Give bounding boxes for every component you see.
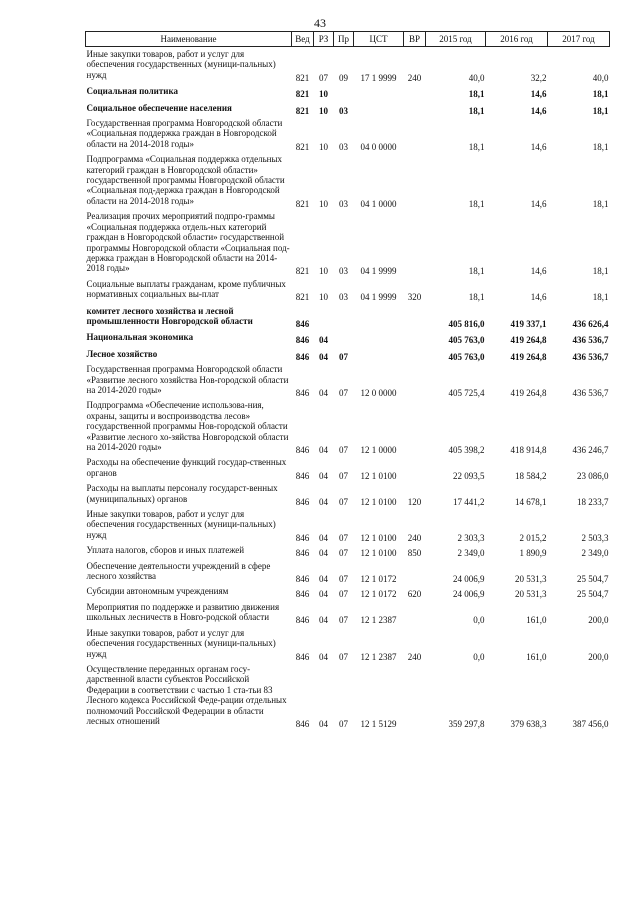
cell-vr xyxy=(404,303,426,330)
cell-rz: 04 xyxy=(319,445,328,455)
cell-vr xyxy=(404,362,426,398)
table-row xyxy=(86,277,610,303)
cell-ved: 821 xyxy=(295,141,310,152)
cell-rz: 04 xyxy=(319,548,328,559)
cell-2017: 200,0 xyxy=(588,615,609,626)
cell-2016: 14,6 xyxy=(530,105,547,116)
cell-2015: 405 816,0 xyxy=(448,318,485,329)
cell-ved: 846 xyxy=(295,574,310,585)
cell-2015: 359 297,8 xyxy=(448,718,485,729)
cell-name: Иные закупки товаров, работ и услуг для обеспечения государственных (муници-пальных) нужд xyxy=(86,509,276,540)
table-row xyxy=(86,507,610,543)
cell-name: Лесное хозяйство xyxy=(86,348,158,359)
cell-pr: 07 xyxy=(339,589,348,600)
cell-cst: 17 1 9999 xyxy=(360,72,397,83)
cell-cst: 04 1 9999 xyxy=(360,292,397,303)
cell-2016: 419 264,8 xyxy=(510,335,547,346)
cell-name: Иные закупки товаров, работ и услуг для обеспечения государственных (муници-пальных) нужд xyxy=(86,627,276,659)
cell-2015: 40,0 xyxy=(468,72,485,83)
cell-vr xyxy=(404,329,426,345)
table-row xyxy=(86,584,610,599)
cell-2017: 2 349,0 xyxy=(581,548,609,559)
cell-ved: 846 xyxy=(295,651,310,662)
cell-name: Обеспечение деятельности учреждений в сфере лесного хозяйства xyxy=(86,560,271,582)
table-header-row xyxy=(86,32,610,47)
cell-2017: 387 456,0 xyxy=(572,718,609,729)
page-number: 43 xyxy=(314,16,326,30)
cell-ved: 821 xyxy=(295,72,310,83)
table-row xyxy=(86,47,610,84)
cell-2017: 436 536,7 xyxy=(572,387,609,398)
cell-name: Социальные выплаты гражданам, кроме публичных нормативных социальных вы-плат xyxy=(86,278,286,300)
cell-name: Государственная программа Новгородской области «Развитие лесного хозяйства Нов-городской области на 2014-2020 годы» xyxy=(86,364,289,395)
cell-pr: 03 xyxy=(339,198,348,209)
cell-name: Подпрограмма «Обеспечение использова-ния, охраны, защиты и воспроизводства лесов» государственной программы Нов-городской области «Развитие лесного хо-зяйства Новгородской области на 2014-2020 годы» xyxy=(86,400,289,452)
table-row xyxy=(86,100,610,116)
table-row xyxy=(86,303,610,330)
cell-vr: 620 xyxy=(407,589,422,600)
cell-2015: 405 763,0 xyxy=(448,351,485,362)
header-2015: 2015 год xyxy=(426,32,486,47)
cell-pr: 07 xyxy=(339,470,348,481)
cell-2015: 405 725,4 xyxy=(448,387,485,398)
cell-pr: 07 xyxy=(339,718,348,729)
cell-name: Национальная экономика xyxy=(86,332,194,343)
cell-cst: 04 1 0000 xyxy=(360,198,397,209)
table-row xyxy=(86,455,610,481)
cell-ved: 846 xyxy=(295,351,310,362)
table-row xyxy=(86,559,610,585)
cell-2015: 18,1 xyxy=(468,198,485,209)
cell-ved: 846 xyxy=(295,335,310,346)
cell-2017: 18 233,7 xyxy=(577,496,609,507)
cell-ved: 846 xyxy=(295,718,310,729)
cell-rz: 04 xyxy=(319,589,328,600)
table-row xyxy=(86,329,610,345)
table-row xyxy=(86,600,610,626)
cell-rz: 10 xyxy=(319,198,328,209)
cell-2016: 379 638,3 xyxy=(510,718,547,729)
cell-2016: 20 531,3 xyxy=(515,574,547,585)
cell-pr: 07 xyxy=(339,574,348,585)
cell-name: комитет лесного хозяйства и лесной промышленности Новгородской области xyxy=(86,305,253,326)
cell-2016: 2 015,2 xyxy=(519,532,547,543)
table-body xyxy=(86,47,610,730)
cell-rz: 10 xyxy=(319,105,328,116)
cell-2016: 14,6 xyxy=(530,141,547,152)
table-row xyxy=(86,362,610,398)
cell-2017: 436 626,4 xyxy=(572,318,609,329)
table-row xyxy=(86,481,610,507)
cell-2017: 25 504,7 xyxy=(577,574,609,585)
cell-2015: 0,0 xyxy=(473,651,485,662)
cell-2016: 14,6 xyxy=(530,198,547,209)
cell-ved: 821 xyxy=(295,198,310,209)
cell-cst: 04 1 9999 xyxy=(360,266,397,277)
cell-2017: 18,1 xyxy=(592,105,609,116)
cell-ved: 821 xyxy=(295,105,310,116)
cell-name: Расходы на обеспечение функций государ-ственных органов xyxy=(86,457,287,478)
header-2016: 2016 год xyxy=(486,32,548,47)
cell-cst: 12 1 0100 xyxy=(360,496,397,507)
cell-pr: 07 xyxy=(339,496,348,507)
table-row xyxy=(86,116,610,152)
cell-ved: 846 xyxy=(295,387,310,398)
cell-pr: 03 xyxy=(339,141,348,152)
cell-cst: 12 1 0100 xyxy=(360,470,397,481)
table-row xyxy=(86,152,610,209)
cell-cst xyxy=(354,83,404,99)
cell-name: Социальное обеспечение населения xyxy=(86,102,232,113)
cell-2015: 24 006,9 xyxy=(453,574,485,585)
header-vr: ВР xyxy=(404,32,426,47)
cell-2016: 419 337,1 xyxy=(510,318,547,329)
cell-rz: 10 xyxy=(319,89,328,100)
cell-rz: 10 xyxy=(319,266,328,277)
cell-2017: 436 536,7 xyxy=(572,335,609,346)
header-name: Наименование xyxy=(86,32,292,47)
cell-ved: 846 xyxy=(295,318,310,329)
table-row xyxy=(86,346,610,362)
header-pr: Пр xyxy=(334,32,354,47)
cell-2017: 200,0 xyxy=(588,651,609,662)
cell-cst: 12 1 0172 xyxy=(360,589,397,600)
cell-ved: 821 xyxy=(295,292,310,303)
cell-2017: 2 503,3 xyxy=(581,532,609,543)
cell-pr: 03 xyxy=(339,105,348,116)
cell-2015: 22 093,5 xyxy=(453,470,485,481)
cell-cst xyxy=(354,346,404,362)
cell-ved: 846 xyxy=(295,548,310,559)
cell-cst: 12 1 2387 xyxy=(360,651,397,662)
cell-2016: 14 678,1 xyxy=(515,496,547,507)
table-row xyxy=(86,83,610,99)
cell-2017: 25 504,7 xyxy=(577,589,609,600)
cell-2015: 17 441,2 xyxy=(453,496,485,507)
cell-rz: 07 xyxy=(319,72,328,83)
cell-rz: 04 xyxy=(319,496,328,507)
cell-vr xyxy=(404,559,426,585)
cell-2017: 18,1 xyxy=(592,141,609,152)
cell-2015: 18,1 xyxy=(468,266,485,277)
cell-pr: 07 xyxy=(339,548,348,559)
cell-pr: 03 xyxy=(339,266,348,277)
table-row xyxy=(86,543,610,558)
cell-2017: 436 536,7 xyxy=(572,351,609,362)
cell-name: Субсидии автономным учреждениям xyxy=(86,586,229,597)
cell-vr xyxy=(404,83,426,99)
cell-pr: 07 xyxy=(339,351,348,362)
cell-vr xyxy=(404,600,426,626)
cell-pr xyxy=(334,83,354,99)
cell-2016: 20 531,3 xyxy=(515,589,547,600)
cell-2016: 161,0 xyxy=(526,651,547,662)
cell-vr: 240 xyxy=(407,72,422,83)
cell-2017: 18,1 xyxy=(592,266,609,277)
cell-rz: 04 xyxy=(319,574,328,585)
cell-pr: 07 xyxy=(339,615,348,626)
cell-2016: 1 890,9 xyxy=(519,548,547,559)
cell-pr: 03 xyxy=(339,292,348,303)
cell-2017: 18,1 xyxy=(592,292,609,303)
cell-pr: 07 xyxy=(339,651,348,662)
cell-vr xyxy=(404,398,426,455)
cell-cst: 12 1 2387 xyxy=(360,615,397,626)
header-cst: ЦСТ xyxy=(354,32,404,47)
cell-2015: 2 303,3 xyxy=(457,532,485,543)
cell-2016: 418 914,8 xyxy=(510,445,547,455)
cell-name: Расходы на выплаты персоналу государст-венных (муниципальных) органов xyxy=(86,483,278,504)
cell-name: Осуществление переданных органам госу-дарственной власти субъектов Российской Федерации в соответствии с частью 1 ста-тьи 83 Лесного кодекса Российской Феде-рации отдельных полномочий Российской Федерации в области лесных отношений xyxy=(86,663,287,726)
cell-ved: 846 xyxy=(295,470,310,481)
cell-name: Подпрограмма «Социальная поддержка отдельных категорий граждан в Новгородской области» государственной программы Новгородской области «Социальная под-держка граждан в Новгородской области на 2014-2018 годы» xyxy=(86,154,285,206)
cell-2016: 18 584,2 xyxy=(515,470,547,481)
cell-rz: 04 xyxy=(319,651,328,662)
cell-name: Реализация прочих мероприятий подпро-граммы «Социальная поддержка отдель-ных категорий граждан в Новгородской области» государственной программы Новгородской области «Социальная под-держка граждан в Новгородской области на 2014-2018 годы» xyxy=(86,211,290,274)
header-rz: РЗ xyxy=(314,32,334,47)
cell-2015: 405 398,2 xyxy=(448,445,485,455)
cell-vr xyxy=(404,346,426,362)
cell-2016: 32,2 xyxy=(530,72,547,83)
cell-2016: 14,6 xyxy=(530,266,547,277)
cell-name: Иные закупки товаров, работ и услуг для обеспечения государственных (муници-пальных) нужд xyxy=(86,49,276,80)
cell-2016: 14,6 xyxy=(530,89,547,100)
cell-pr xyxy=(334,303,354,330)
cell-vr: 240 xyxy=(407,532,422,543)
cell-2017: 18,1 xyxy=(592,198,609,209)
table-row xyxy=(86,662,610,729)
cell-cst xyxy=(354,329,404,345)
cell-2016: 419 264,8 xyxy=(510,351,547,362)
header-ved: Вед xyxy=(292,32,314,47)
cell-2016: 419 264,8 xyxy=(510,387,547,398)
cell-rz: 04 xyxy=(319,335,328,346)
cell-rz: 04 xyxy=(319,470,328,481)
table-row xyxy=(86,209,610,276)
cell-vr: 320 xyxy=(407,292,422,303)
cell-ved: 846 xyxy=(295,615,310,626)
cell-2015: 18,1 xyxy=(468,141,485,152)
cell-2017: 40,0 xyxy=(592,72,609,83)
cell-rz: 10 xyxy=(319,141,328,152)
cell-name: Государственная программа Новгородской области «Социальная поддержка граждан в Новгородской области на 2014-2018 годы» xyxy=(86,118,283,149)
cell-ved: 821 xyxy=(295,89,310,100)
cell-2015: 405 763,0 xyxy=(448,335,485,346)
cell-ved: 846 xyxy=(295,589,310,600)
cell-vr xyxy=(404,662,426,729)
cell-name: Социальная политика xyxy=(86,86,179,97)
cell-cst: 04 0 0000 xyxy=(360,141,397,152)
cell-ved: 846 xyxy=(295,532,310,543)
cell-cst: 12 1 0100 xyxy=(360,532,397,543)
cell-pr: 07 xyxy=(339,445,348,455)
cell-cst: 12 1 0100 xyxy=(360,548,397,559)
cell-vr: 240 xyxy=(407,651,422,662)
cell-2015: 18,1 xyxy=(468,105,485,116)
cell-2015: 18,1 xyxy=(468,89,485,100)
cell-ved: 821 xyxy=(295,266,310,277)
cell-2015: 18,1 xyxy=(468,292,485,303)
cell-vr xyxy=(404,209,426,276)
cell-cst: 12 0 0000 xyxy=(360,387,397,398)
cell-2017: 18,1 xyxy=(592,89,609,100)
cell-rz: 04 xyxy=(319,718,328,729)
cell-cst xyxy=(354,100,404,116)
cell-2017: 436 246,7 xyxy=(572,445,609,455)
cell-2015: 2 349,0 xyxy=(457,548,485,559)
table-row xyxy=(86,398,610,455)
cell-vr: 120 xyxy=(407,496,422,507)
cell-ved: 846 xyxy=(295,445,310,455)
cell-cst: 12 1 5129 xyxy=(360,718,397,729)
cell-pr: 07 xyxy=(339,387,348,398)
cell-cst xyxy=(354,303,404,330)
cell-rz: 10 xyxy=(319,292,328,303)
cell-vr xyxy=(404,455,426,481)
cell-2017: 23 086,0 xyxy=(577,470,609,481)
cell-cst: 12 1 0000 xyxy=(360,445,397,455)
cell-rz: 04 xyxy=(319,387,328,398)
cell-name: Уплата налогов, сборов и иных платежей xyxy=(86,545,245,556)
cell-2016: 14,6 xyxy=(530,292,547,303)
cell-cst: 12 1 0172 xyxy=(360,574,397,585)
cell-rz: 04 xyxy=(319,532,328,543)
table-row xyxy=(86,626,610,662)
cell-ved: 846 xyxy=(295,496,310,507)
header-2017: 2017 год xyxy=(548,32,610,47)
cell-vr xyxy=(404,152,426,209)
budget-table xyxy=(85,31,610,729)
cell-2015: 0,0 xyxy=(473,615,485,626)
cell-pr: 07 xyxy=(339,532,348,543)
cell-rz: 04 xyxy=(319,351,328,362)
cell-rz: 04 xyxy=(319,615,328,626)
cell-2015: 24 006,9 xyxy=(453,589,485,600)
cell-vr xyxy=(404,116,426,152)
cell-2016: 161,0 xyxy=(526,615,547,626)
cell-name: Мероприятия по поддержке и развитию движения школьных лесничеств в Новго-родской области xyxy=(86,601,280,623)
cell-vr: 850 xyxy=(407,548,422,559)
cell-vr xyxy=(404,100,426,116)
cell-pr xyxy=(334,329,354,345)
cell-rz xyxy=(314,303,334,330)
cell-pr: 09 xyxy=(339,72,348,83)
